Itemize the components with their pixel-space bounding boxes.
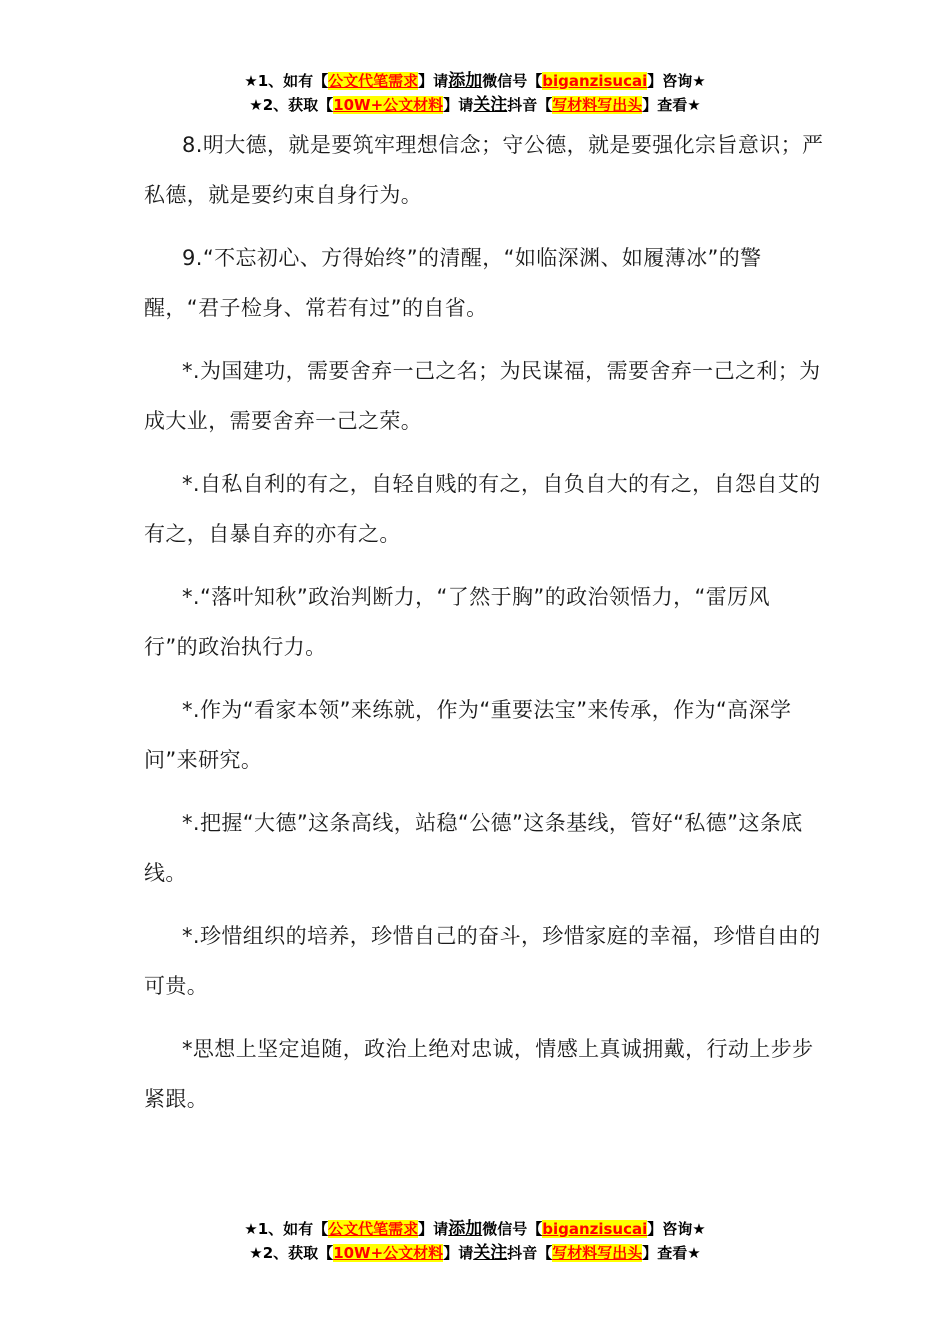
footer-banner-line-1: ★1、如有【公文代笔需求】请添加微信号【biganzisucai】咨询★ [244,1219,706,1239]
highlight-service: 公文代笔需求 [328,1220,419,1238]
highlight-douyin-account: 写材料写出头 [552,1244,643,1262]
paragraph-8: 8.明大德，就是要筑牢理想信念；守公德，就是要强化宗旨意识；严私德，就是要约束自身行为。 [144,133,824,207]
paragraph-9: 9.“不忘初心、方得始终”的清醒，“如临深渊、如履薄冰”的警醒，“君子检身、常若有过”的自省。 [144,246,762,320]
highlight-service: 公文代笔需求 [328,72,419,90]
footer-banner-line-2: ★2、获取【10W+公文材料】请关注抖音【写材料写出头】查看★ [249,1243,701,1263]
highlight-materials: 10W+公文材料 [333,96,444,114]
paragraph-star-4: *.作为“看家本领”来练就，作为“重要法宝”来传承，作为“高深学问”来研究。 [144,698,792,772]
paragraph-star-7: *思想上坚定追随，政治上绝对忠诚，情感上真诚拥戴，行动上步步紧跟。 [144,1037,814,1111]
paragraph-star-3: *.“落叶知秋”政治判断力，“了然于胸”的政治领悟力，“雷厉风行”的政治执行力。 [144,585,770,659]
paragraph-star-5: *.把握“大德”这条高线，站稳“公德”这条基线，管好“私德”这条底线。 [144,811,803,885]
highlight-wechat-id: biganzisucai [542,1220,648,1238]
banner-line-2: ★2、获取【10W+公文材料】请关注抖音【写材料写出头】查看★ [249,95,701,115]
banner-line-1: ★1、如有【公文代笔需求】请添加微信号【biganzisucai】咨询★ [244,71,706,91]
paragraph-star-2: *.自私自利的有之，自轻自贱的有之，自负自大的有之，自怨自艾的有之，自暴自弃的亦有之。 [144,472,821,546]
paragraph-star-6: *.珍惜组织的培养，珍惜自己的奋斗，珍惜家庭的幸福，珍惜自由的可贵。 [144,924,821,998]
header-banner [0,69,950,117]
highlight-wechat-id: biganzisucai [542,72,648,90]
paragraph-star-1: *.为国建功，需要舍弃一己之名；为民谋福，需要舍弃一己之利；为成大业，需要舍弃一己之荣。 [144,359,821,433]
document-body [144,120,824,1137]
highlight-materials: 10W+公文材料 [333,1244,444,1262]
highlight-douyin-account: 写材料写出头 [552,96,643,114]
footer-banner [0,1217,950,1265]
